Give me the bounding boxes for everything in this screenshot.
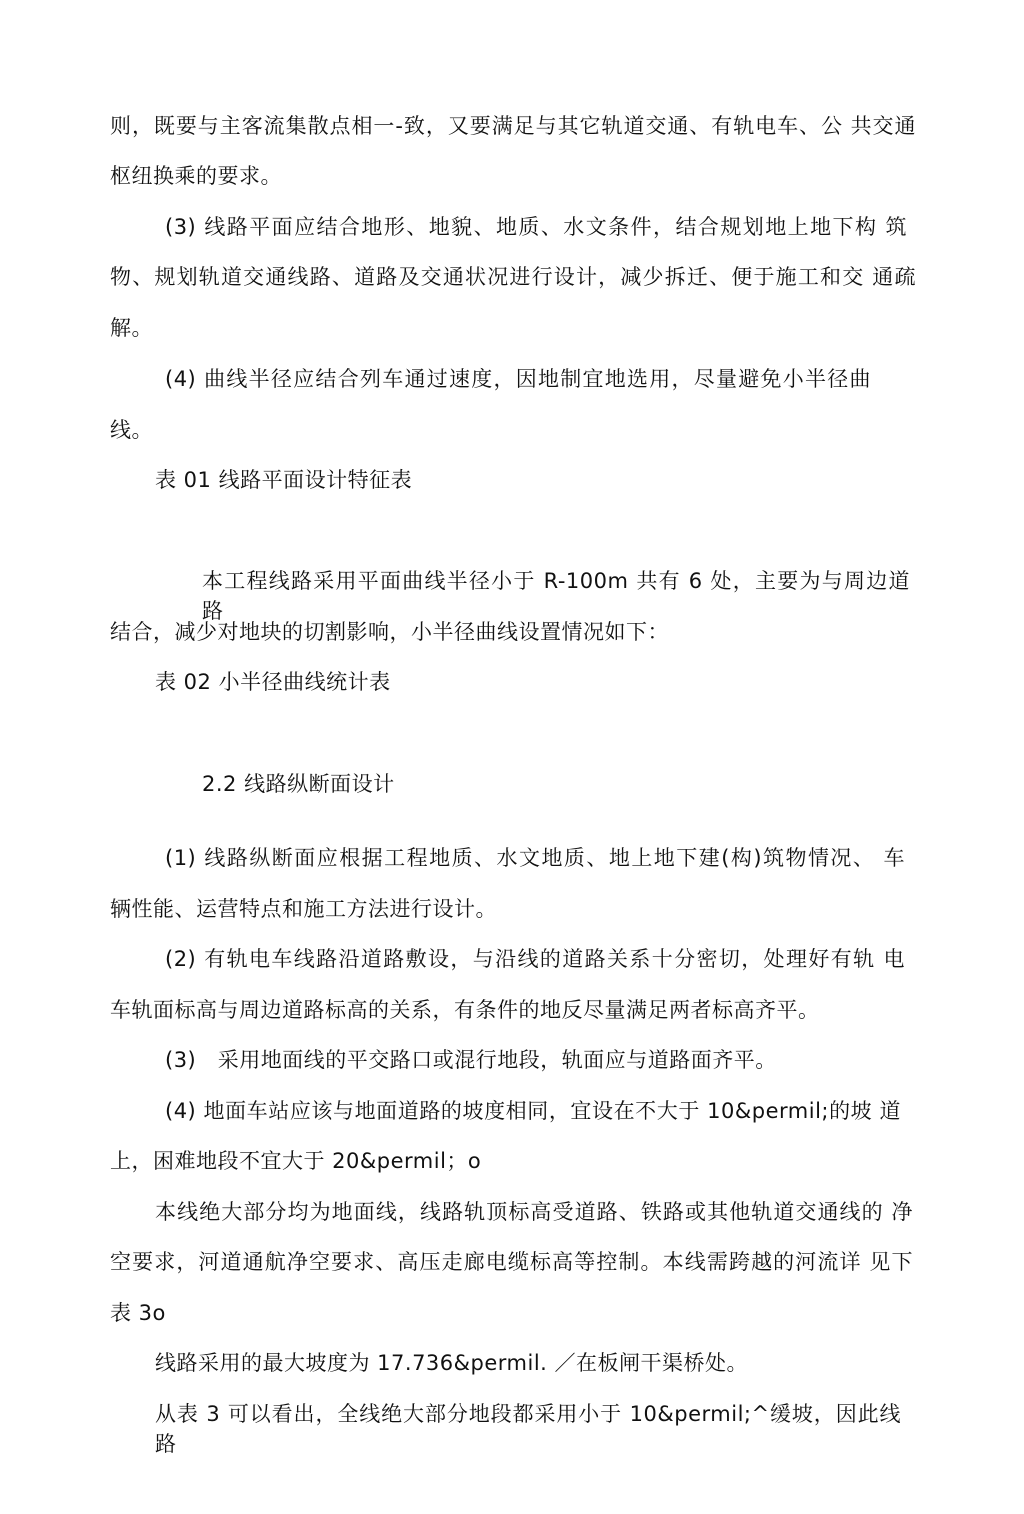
paragraph-line: 空要求，河道通航净空要求、高压走廊电缆标高等控制。本线需跨越的河流详 见下 [110,1250,913,1274]
list-item-4-line: (4) 曲线半径应结合列车通过速度，因地制宜地选用，尽量避免小半径曲 [165,367,871,391]
section-heading: 2.2 线路纵断面设计 [202,772,395,796]
paragraph-line: 则，既要与主客流集散点相一-致，又要满足与其它轨道交通、有轨电车、公 共交通 [110,114,916,138]
paragraph-line: 本工程线路采用平面曲线半径小于 R-100m 共有 6 处，主要为与周边道 路 [202,569,910,623]
paragraph-line: 辆性能、运营特点和施工方法进行设计。 [110,897,497,921]
table-caption: 表 01 线路平面设计特征表 [155,468,413,492]
list-item-1-line: (1) 线路纵断面应根据工程地质、水文地质、地上地下建(构)筑物情况、 车 [165,846,905,870]
paragraph-line: 枢纽换乘的要求。 [110,164,282,188]
paragraph-line: 线路采用的最大坡度为 17.736&permil. ／在板闸干渠桥处。 [155,1351,749,1375]
list-item-2-line: (2) 有轨电车线路沿道路敷设，与沿线的道路关系十分密切，处理好有轨 电 [165,947,905,971]
table-caption: 表 02 小半径曲线统计表 [155,670,391,694]
list-item-4-line: (4) 地面车站应该与地面道路的坡度相同，宜设在不大于 10&permil;的坡 道 [165,1099,901,1123]
paragraph-line: 物、规划轨道交通线路、道路及交通状况进行设计，减少拆迁、便于施工和交 通疏 [110,265,916,289]
paragraph-line: 线。 [110,418,153,442]
paragraph-line: 本线绝大部分均为地面线，线路轨顶标高受道路、铁路或其他轨道交通线的 净 [155,1200,913,1224]
paragraph-line: 上，困难地段不宜大于 20&permil；o [110,1149,482,1173]
paragraph-line: 从表 3 可以看出，全线绝大部分地段都采用小于 10&permil;^缓坡，因此线 路 [155,1402,901,1456]
list-item-3-line: (3) 采用地面线的平交路口或混行地段，轨面应与道路面齐平。 [165,1048,777,1072]
paragraph-line: 车轨面标高与周边道路标高的关系，有条件的地反尽量满足两者标高齐平。 [110,998,820,1022]
paragraph-line: 解。 [110,316,153,340]
paragraph-line: 结合，减少对地块的切割影响，小半径曲线设置情况如下： [110,620,669,644]
paragraph-line: 表 3o [110,1301,166,1325]
list-item-3-line: (3) 线路平面应结合地形、地貌、地质、水文条件，结合规划地上地下构 筑 [165,215,907,239]
